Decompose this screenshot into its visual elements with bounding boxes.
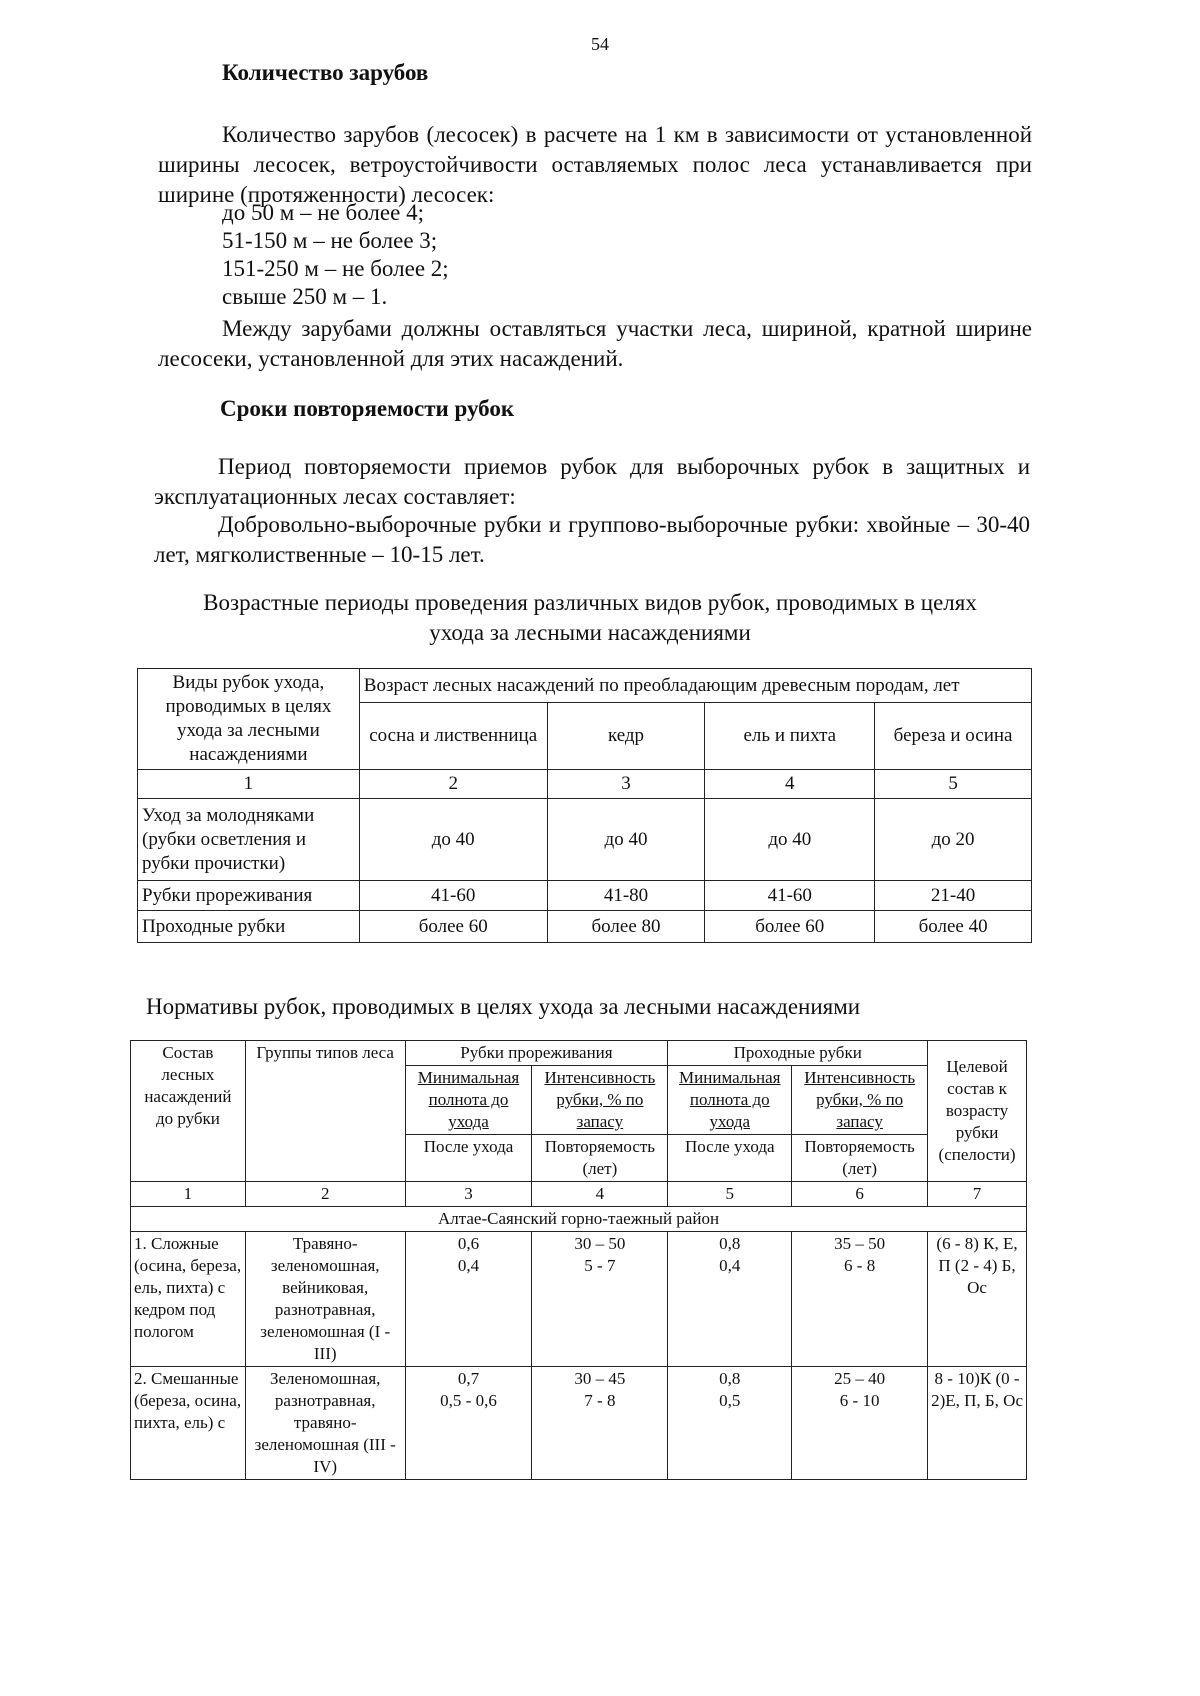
table1-title-line: ухода за лесными насаждениями (429, 620, 751, 645)
column-number: 1 (138, 770, 360, 799)
paragraph-selective-fellings: Добровольно-выборочные рубки и групповo-выборочные рубки: хвойные – 30-40 лет, мягколиственные – 10-15 лет. (154, 512, 1030, 567)
value: 6 - 8 (844, 1256, 876, 1275)
table-row (138, 911, 1032, 943)
table-cell: более 40 (875, 911, 1032, 943)
table2-title: Нормативы рубок, проводимых в целях ухода за лесными насаждениями (146, 994, 861, 1019)
table-cell (668, 1367, 792, 1480)
value: 30 – 45 (574, 1369, 626, 1388)
target-cell: 8 - 10)К (0 - 2)Е, П, Б, Ос (928, 1367, 1027, 1480)
column-number: 2 (359, 770, 547, 799)
table-header-species: кедр (547, 703, 705, 770)
value: 0,8 (719, 1234, 741, 1253)
table-row (131, 1232, 1027, 1367)
section-heading-fellings-count: Количество зарубов (222, 60, 429, 85)
column-number: 1 (131, 1182, 246, 1207)
table-row (138, 799, 1032, 881)
column-number: 5 (668, 1182, 792, 1207)
table-header-min-density (405, 1066, 532, 1135)
table-header-intensity (532, 1066, 668, 1135)
table-cell (532, 1367, 668, 1480)
value: 6 - 10 (839, 1391, 880, 1410)
table-cell (792, 1232, 928, 1367)
table-cell (792, 1367, 928, 1480)
list-item: 51-150 м – не более 3; (222, 228, 438, 253)
table-header-target-composition: Целевой состав к возрасту рубки (спелости) (928, 1041, 1027, 1182)
table1-title (150, 588, 1030, 648)
table-cell: до 20 (875, 799, 1032, 881)
table-cell: 41-60 (359, 881, 547, 911)
table-cell: до 40 (359, 799, 547, 881)
table-cell (405, 1367, 532, 1480)
table-header-felling-types: Виды рубок ухода, проводимых в целях ухода за лесными насаждениями (138, 669, 360, 770)
table-row (131, 1367, 1027, 1480)
table-cell (532, 1232, 668, 1367)
intensity-label: Интенсивность рубки, % по запасу (544, 1068, 656, 1131)
table-header-min-density (668, 1066, 792, 1135)
column-number: 3 (405, 1182, 532, 1207)
forest-types-cell: Травяно-зеленомошная, вейниковая, разнотравная, зеленомошная (I - III) (245, 1232, 405, 1367)
table-header-after: После ухода (405, 1135, 532, 1182)
table-row (138, 881, 1032, 911)
table-header-repeat: Повторяемость (лет) (792, 1135, 928, 1182)
paragraph-repeat-period: Период повторяемости приемов рубок для выборочных рубок в защитных и эксплуатационных лесах составляет: (154, 454, 1030, 509)
column-number: 5 (875, 770, 1032, 799)
table-cell (405, 1232, 532, 1367)
composition-cell: 1. Сложные (осина, береза, ель, пихта) с кедром под пологом (131, 1232, 246, 1367)
paragraph-between-fellings: Между зарубами должны оставляться участки леса, шириной, кратной ширине лесосеки, установленной для этих насаждений. (158, 316, 1032, 371)
column-number: 4 (532, 1182, 668, 1207)
table-header-composition: Состав лесных насаждений до рубки (131, 1041, 246, 1182)
list-item: свыше 250 м – 1. (222, 284, 388, 309)
value: 0,4 (719, 1256, 741, 1275)
composition-cell: 2. Смешанные (береза, осина, пихта, ель) с (131, 1367, 246, 1480)
table-cell: более 60 (359, 911, 547, 943)
table-header-species: береза и осина (875, 703, 1032, 770)
value: 0,7 (457, 1369, 480, 1388)
table-header-repeat: Повторяемость (лет) (532, 1135, 668, 1182)
paragraph-fellings-count: Количество зарубов (лесосек) в расчете на 1 км в зависимости от установленной ширины лесосек, ветроустойчивости оставляемых полос леса устанавливается при ширине (протяженности) лесосек: (158, 122, 1032, 207)
column-number: 4 (705, 770, 875, 799)
table-header-intensity (792, 1066, 928, 1135)
row-label: Проходные рубки (138, 911, 360, 943)
target-cell: (6 - 8) К, Е, П (2 - 4) Б, Ос (928, 1232, 1027, 1367)
age-periods-table (137, 668, 1032, 943)
value: 35 – 50 (834, 1234, 886, 1253)
column-number: 2 (245, 1182, 405, 1207)
value: 0,5 (719, 1391, 741, 1410)
table-header-forest-types: Группы типов леса (245, 1041, 405, 1182)
table-header-passage-fellings: Проходные рубки (668, 1041, 928, 1066)
value: 0,4 (457, 1256, 480, 1275)
table-cell (668, 1232, 792, 1367)
page-number: 54 (591, 34, 609, 54)
column-number: 3 (547, 770, 705, 799)
min-density-label: Минимальная полнота до ухода (679, 1068, 781, 1131)
table-cell: до 40 (705, 799, 875, 881)
min-density-label: Минимальная полнота до ухода (417, 1068, 520, 1131)
table-cell: более 80 (547, 911, 705, 943)
table-header-after: После ухода (668, 1135, 792, 1182)
row-label: Уход за молодняками (рубки осветления и рубки прочистки) (138, 799, 360, 881)
value: 30 – 50 (574, 1234, 626, 1253)
region-row: Алтае-Саянский горно-таежный район (131, 1207, 1027, 1232)
table-header-thinning: Рубки прореживания (405, 1041, 668, 1066)
value: 0,8 (719, 1369, 741, 1388)
table-header-age-group: Возраст лесных насаждений по преобладающим древесным породам, лет (359, 669, 1031, 703)
table-cell: 21-40 (875, 881, 1032, 911)
section-heading-repeat-periods: Сроки повторяемости рубок (220, 396, 515, 421)
table-cell: 41-80 (547, 881, 705, 911)
row-label: Рубки прореживания (138, 881, 360, 911)
table-cell: 41-60 (705, 881, 875, 911)
table-header-species: сосна и лиственница (359, 703, 547, 770)
list-item: 151-250 м – не более 2; (222, 256, 449, 281)
value: 5 - 7 (584, 1256, 616, 1275)
value: 25 – 40 (834, 1369, 886, 1388)
column-number: 7 (928, 1182, 1027, 1207)
value: 0,6 (457, 1234, 480, 1253)
table1-title-line: Возрастные периоды проведения различных видов рубок, проводимых в целях (203, 590, 977, 615)
list-item: до 50 м – не более 4; (222, 200, 424, 225)
column-number: 6 (792, 1182, 928, 1207)
table-header-species: ель и пихта (705, 703, 875, 770)
value: 0,5 - 0,6 (440, 1391, 497, 1410)
value: 7 - 8 (584, 1391, 616, 1410)
forest-types-cell: Зеленомошная, разнотравная, травяно-зеленомошная (III - IV) (245, 1367, 405, 1480)
intensity-label: Интенсивность рубки, % по запасу (804, 1068, 916, 1131)
table-cell: до 40 (547, 799, 705, 881)
felling-standards-table (130, 1040, 1027, 1480)
table-cell: более 60 (705, 911, 875, 943)
